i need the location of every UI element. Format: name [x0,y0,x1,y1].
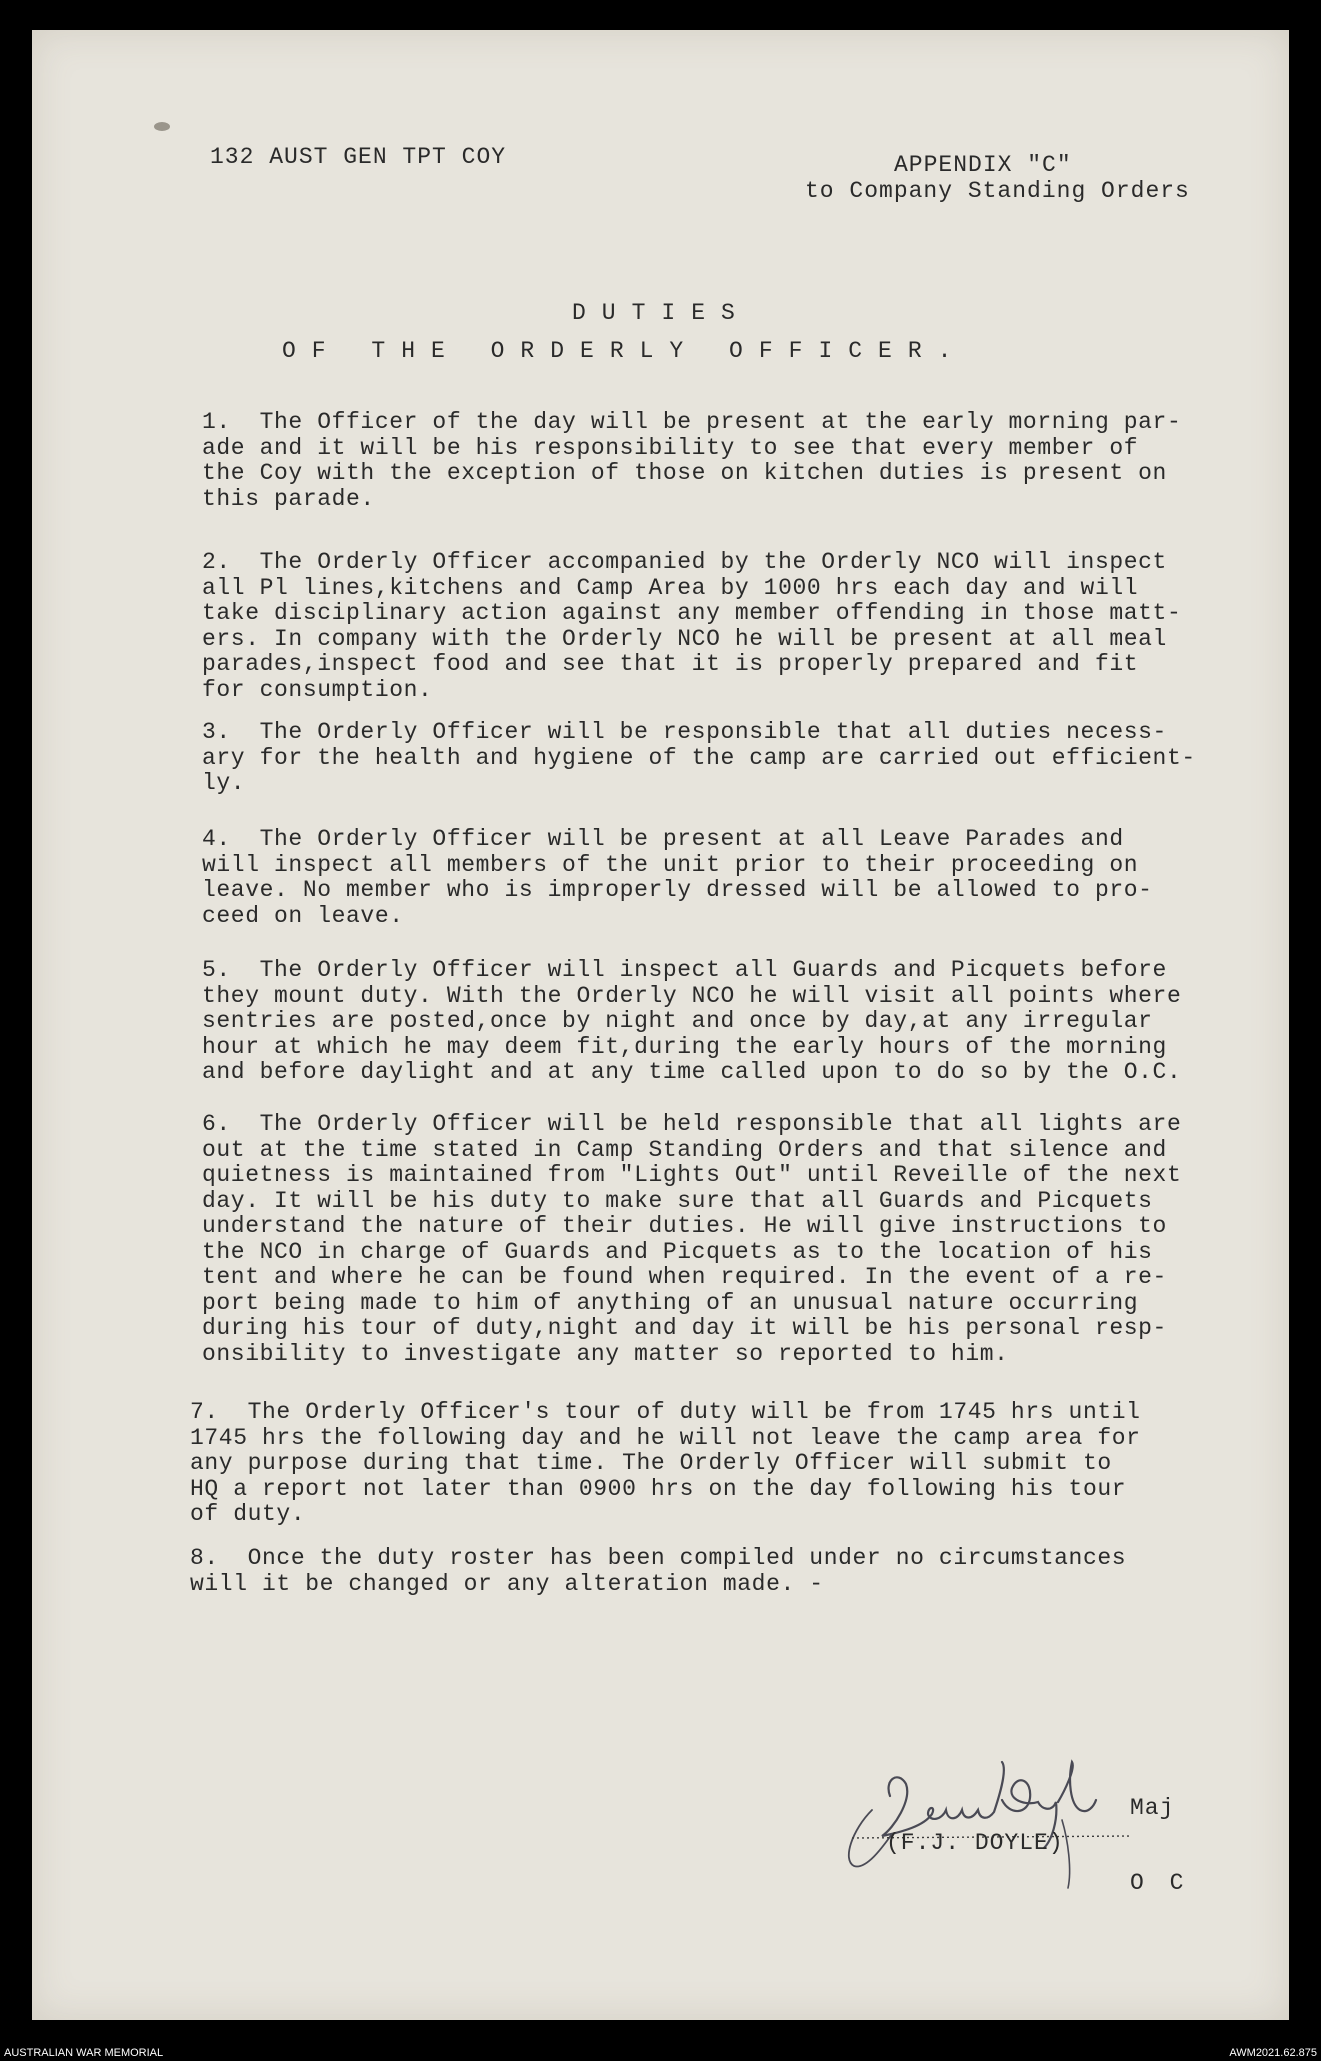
text-line: this parade. [202,485,375,512]
text-line: out at the time stated in Camp Standing Orders and that silence and [202,1136,1167,1163]
text-line: leave. No member who is improperly dressed will be allowed to pro- [202,877,1153,903]
text-line: and before daylight and at any time called upon to do so by the O.C. [202,1059,1182,1085]
text-line: all Pl lines,kitchens and Camp Area by 1000 hrs each day and will [202,574,1139,601]
text-line: port being made to him of anything of an unusual nature occurring [202,1289,1139,1316]
paragraph-3 [202,720,1272,797]
paragraph-5 [202,958,1272,1086]
catalogue-number: AWM2021.62.875 [1229,2047,1317,2059]
text-line: 7. The Orderly Officer's tour of duty will be from 1745 hrs until [190,1399,1141,1425]
text-line: 5. The Orderly Officer will inspect all Guards and Picquets before [202,957,1167,983]
paragraph-1 [202,410,1272,512]
text-line: parades,inspect food and see that it is properly prepared and fit [202,651,1139,677]
text-line: onsibility to investigate any matter so reported to him. [202,1340,1009,1367]
text-line: ers. In company with the Orderly NCO he will be present at all meal [202,625,1167,652]
text-line: 1. The Officer of the day will be present at the early morning par- [202,409,1182,435]
appendix-heading: APPENDIX "C" [894,152,1072,178]
paragraph-4 [202,827,1272,929]
text-line: 4. The Orderly Officer will be present at all Leave Parades and [202,826,1124,852]
page-subtitle: OF THE ORDERLY OFFICER. [282,338,968,364]
text-line: will it be changed or any alteration made. - [190,1570,824,1597]
paragraph-2 [202,550,1272,703]
paragraph-7 [190,1400,1260,1528]
text-line: 6. The Orderly Officer will be held responsible that all lights are [202,1111,1182,1137]
signer-role: O C [1130,1870,1190,1896]
page-title: DUTIES [572,300,751,326]
text-line: day. It will be his duty to make sure that all Guards and Picquets [202,1187,1153,1214]
paragraph-6 [202,1112,1272,1367]
text-line: during his tour of duty,night and day it will be his personal resp- [202,1315,1167,1341]
text-line: hour at which he may deem fit,during the early hours of the morning [202,1033,1167,1060]
text-line: ceed on leave. [202,902,404,929]
text-line: ly. [202,770,246,796]
archive-footer [0,2028,1321,2061]
handwritten-signature [832,1740,1152,1900]
text-line: 8. Once the duty roster has been compiled under no circumstances [190,1545,1127,1571]
text-line: of duty. [190,1501,306,1527]
punch-hole [154,122,170,131]
signer-name: (F.J. DOYLE) [886,1830,1064,1856]
text-line: they mount duty. With the Orderly NCO he will visit all points where [202,982,1182,1009]
paragraph-8 [190,1546,1260,1597]
text-line: take disciplinary action against any member offending in those matt- [202,600,1182,626]
text-line: any purpose during that time. The Orderly Officer will submit to [190,1450,1112,1476]
document-page [32,30,1289,2020]
text-line: 1745 hrs the following day and he will not leave the camp area for [190,1424,1141,1451]
text-line: the Coy with the exception of those on kitchen duties is present on [202,460,1167,486]
unit-heading: 132 AUST GEN TPT COY [210,144,507,170]
text-line: will inspect all members of the unit prior to their proceeding on [202,851,1139,878]
text-line: HQ a report not later than 0900 hrs on the day following his tour [190,1475,1127,1502]
text-line: 3. The Orderly Officer will be responsible that all duties necess- [202,719,1167,745]
text-line: the NCO in charge of Guards and Picquets as to the location of his [202,1238,1153,1265]
text-line: quietness is maintained from "Lights Out" until Reveille of the next [202,1162,1182,1188]
signer-rank: Maj [1130,1795,1175,1821]
appendix-subheading: to Company Standing Orders [805,178,1190,204]
text-line: understand the nature of their duties. He will give instructions to [202,1213,1167,1239]
archive-credit: AUSTRALIAN WAR MEMORIAL [4,2047,164,2059]
text-line: ade and it will be his responsibility to see that every member of [202,434,1139,461]
text-line: for consumption. [202,676,433,703]
text-line: sentries are posted,once by night and once by day,at any irregular [202,1008,1153,1034]
text-line: tent and where he can be found when required. In the event of a re- [202,1264,1167,1290]
text-line: 2. The Orderly Officer accompanied by the Orderly NCO will inspect [202,549,1167,575]
text-line: ary for the health and hygiene of the camp are carried out efficient- [202,744,1196,771]
